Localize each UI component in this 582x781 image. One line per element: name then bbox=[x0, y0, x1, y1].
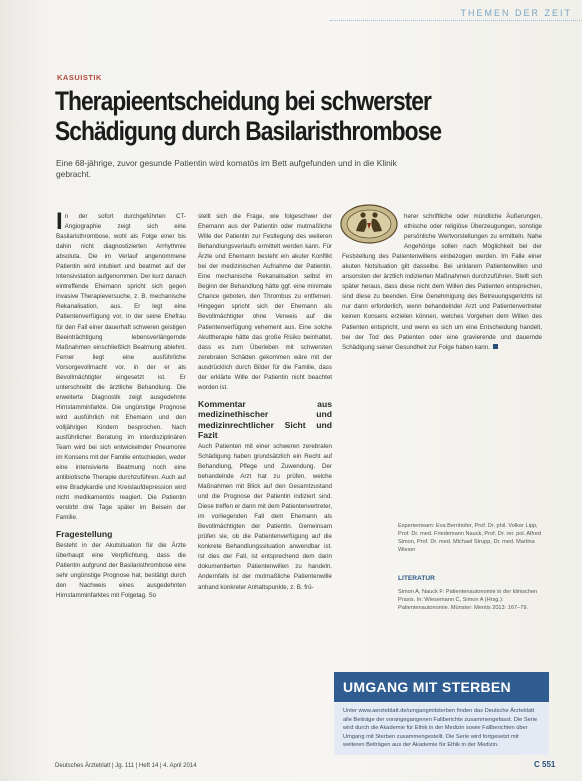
emblem-spacer bbox=[342, 212, 404, 252]
paragraph: Auch Patienten mit einer schweren zerebralen Schädigung haben grundsätzlich ein Recht auf Behandlung, Pflege und Zuwendung. Der behandelnde Arzt hat zu prüfen, welche Maßnahmen mit Blick auf den Gesamtzustand und die Prognose der Patientin indiziert sind. Diese treffen er dann mit dem Patientenvertreter, im vorliegenden Fall dem Ehemann als Bevollmächtigten der Patientin. Gemeinsam prüfen sie, ob die Patientenverfügung auf die konkrete Behandlungssituation anwendbar ist. Ist dies der Fall, ist entsprechend dem darin dokumentierten Patientenwillen zu handeln. Andernfalls ist der mutmaßliche Patientenwille anhand konkreter Anhaltspunkte, z. B. frü- bbox=[198, 442, 332, 591]
article-column-1 bbox=[56, 208, 186, 601]
info-box-body: Unter www.aerzteblatt.de/umgangmitsterben finden das Deutsche Ärzteblatt alle Beiträge der vorangegangenen Fallberichte zusammengefasst. Die Serie wird durch die Akademie für Ethik in der Medizin sowie Fallberichten über Umgang mit Sterben zusammengestellt. Die Serie wird fortgesetzt mit weiteren Beiträgen aus der Akademie für Ethik in der Medizin. bbox=[334, 703, 549, 755]
headline-line-2: Schädigung durch Basilaristhrombose bbox=[55, 116, 442, 146]
literature-title: LITERATUR bbox=[398, 575, 435, 582]
article-lead: Eine 68-jährige, zuvor gesunde Patientin wird komatös im Bett aufgefunden und in die Klinik gebracht. bbox=[56, 158, 397, 179]
literature-entry: Simon A, Nauck F: Patientenautonomie in der klinischen Praxis. In: Wiesemann C, Simon A (Hrsg.): Patientenautonomie. Münster: Mentis 2013: 167–79. bbox=[398, 589, 538, 611]
article-column-2 bbox=[198, 212, 332, 593]
subhead-fragestellung: Fragestellung bbox=[56, 529, 113, 540]
page-footer: Deutsches Ärzteblatt | Jg. 111 | Heft 14 | 4. April 2014 bbox=[55, 763, 197, 769]
info-box-title: UMGANG MIT STERBEN bbox=[334, 672, 549, 702]
paragraph bbox=[342, 212, 542, 353]
section-header: THEMEN DER ZEIT bbox=[460, 8, 572, 18]
paragraph: stellt sich die Frage, wie folgeschwer der Ehemann aus der Patientin oder mutmaßliche Wille der Patientin zur Festlegung des weiteren Behandlungsverlaufs ermittelt werden kann. Für Ärzte und Ehemann besteht ein akuter Konflikt bei der medizinischen Aufnahme der Patientin. Eine mechanische Rekanalisation selbst im Beginn der Behandlung hätte ggf. eine minimale Chance geboten, den Thrombus zu entfernen. Hingegen spricht sich der Ehemann als Bevollmächtigter ohne Verweis auf die Patientenverfügung vehement aus. Eine solche Akuttherapie hätte das große Risiko beinhaltet, dass es zum Überleben mit schwersten zerebralen Schäden gekommen wäre mit der ausdrücklich durch Bilder für die Familie, dass der erklärte Wille der Patientin nicht beachtet worden ist. bbox=[198, 213, 332, 391]
paragraph: Besteht in der Akutsituation für die Ärzte überhaupt eine Verpflichtung, dass die Patientin aufgrund der Basilaristhrombose eine sehr ungünstige Prognose hat, bestätigt durch den Nachweis eines ausgedehnten Hirnstamminfarktes mit Folgetag. So bbox=[56, 541, 186, 600]
page-number: C 551 bbox=[534, 760, 556, 769]
paragraph-text: n der sofort durchgeführten CT-Angiographie zeigt sich eine Basilaristhrombose, wohl als Folge einer bis dahin nicht diagnostizierten Arrhythmie absoluta. Die im Verlauf angenommene Patientin wird intubiert und beatmet auf der Intensivstation aufgenommen. Der kurz danach eintreffende Ehemann spricht sich gegen invasive Therapieversuche, z. B. mechanische Rekanalisation, aus. Er legt eine Patientenverfügung vor, in der seine Ehefrau für den Fall einer dauerhaft schweren geistigen Beeinträchtigung lebensverlängernde Maßnahmen einschließlich Beatmung ablehnt. Ferner liegt eine ausführliche Vorsorgevollmacht vor, in der er als Bevollmächtigter eingesetzt ist. Er unterschreibt die ärztliche Behandlung. Die erweiterte Diagnostik zeigt ausgedehnte Hirnstamminfarkte. Die ungünstige Prognose wird ausführlich mit Ehemann und den volljährigen Kindern besprochen. Nach ausführlicher Beratung im interdisziplinären Team wird bei sich entwickelnder Pneumonie im Konsens mit der Familie entschieden, weder eine intensivierte Beatmung noch eine antibiotische Therapie durchzuführen. Auch auf eine Bradykardie und Kreislaufdepression wird nicht medikamentös reagiert. Die Patientin verstirbt drei Tage später im Beisein der Familie. bbox=[56, 213, 186, 522]
paragraph-text: herer schriftliche oder mündliche Äußerungen, ethische oder religiöse Überzeugungen, sonstige persönliche Wertvorstellungen zu ermitteln. Nahe Angehörige sollen nach Möglichkeit bei der Feststellung des Patientenwillens einbezogen werden. Im Falle einer akuten Notsituation gilt dasselbe. Bei unklarem Patientenwillen und ansonsten der ärztlich indizierten Maßnahmen durchzuführen. Stellt sich später heraus, dass diese nicht dem Willen des Patienten entsprechen, sind diese zu beenden. Eine Genehmigung des Betreuungsgerichts ist nur dann erforderlich, wenn behandelnder Arzt und Patientenvertreter keinen Konsens erzielen können, welches Vorgehen dem Willen des Patienten entspricht, und wenn es sich um eine Entscheidung handelt, bei der Tod des Patienten oder eine gravierende und dauernde Schädigung seiner Gesundheit zur Folge haben kann. bbox=[342, 213, 542, 351]
article-column-3 bbox=[342, 212, 542, 353]
expert-credits: Expertenteam: Eva Bernhofer, Prof. Dr. phil. Volker Lipp, Prof. Dr. med. Friedemann Nauck, Prof. Dr. rer. pol. Alfred Simon, Prof. Dr. med. Michael Strupp, Dr. med. Martina Wieser bbox=[398, 523, 542, 553]
article-headline bbox=[55, 86, 502, 146]
article-kicker: KASUISTIK bbox=[57, 73, 102, 82]
drop-cap: I bbox=[56, 208, 63, 235]
paragraph bbox=[56, 208, 186, 523]
square-endmark-icon bbox=[493, 344, 498, 349]
headline-line-1: Therapieentscheidung bei schwerster bbox=[55, 86, 431, 116]
section-rule bbox=[330, 20, 582, 21]
subhead-kommentar: Kommentar aus medizinethischer und medizinrechtlicher Sicht und Fazit bbox=[198, 398, 332, 441]
